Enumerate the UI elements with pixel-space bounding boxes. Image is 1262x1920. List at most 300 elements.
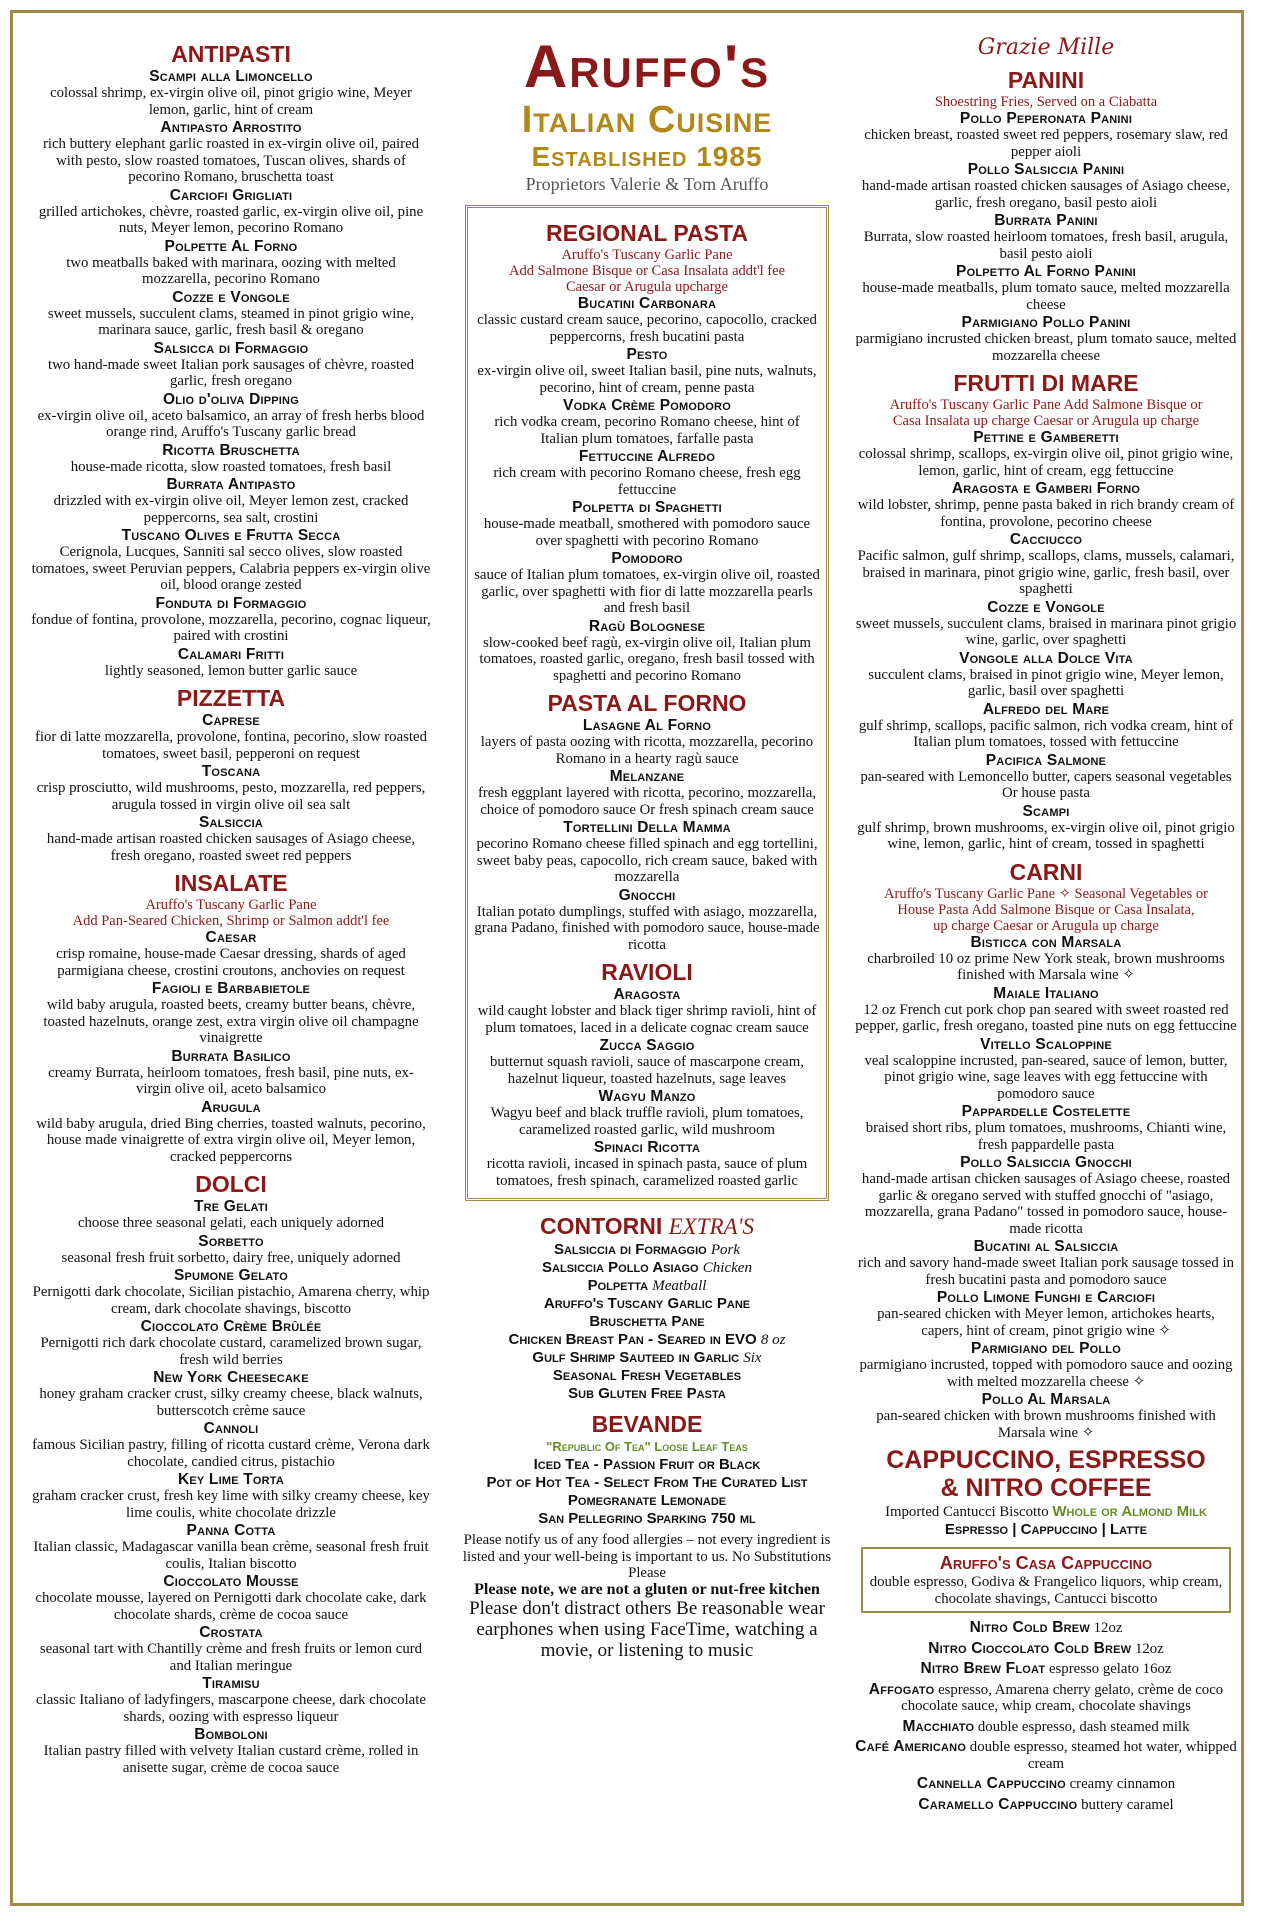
item-description: honey graham cracker crust, silky creamy cheese, black walnuts, butterscotch crème sauce: [39, 1386, 423, 1419]
established-line: Established 1985: [531, 141, 763, 172]
cuisine-subtitle: Italian Cuisine: [521, 99, 773, 141]
menu-item: [31, 391, 431, 441]
item-name: Panna Cotta: [186, 1522, 276, 1539]
item-name: Pesto: [626, 346, 668, 363]
menu-item: [474, 768, 820, 818]
item-description: braised short ribs, plum tomatoes, mushrooms, Chianti wine, fresh pappardelle pasta: [865, 1120, 1227, 1153]
item-description: two hand-made sweet Italian pork sausages of chèvre, roasted garlic, fresh oregano: [47, 356, 415, 389]
menu-item: [855, 1289, 1237, 1339]
menu-item: [31, 1726, 431, 1776]
casa-desc: double espresso, Godiva & Frangelico liquors, whip cream, chocolate shavings, Cantucci biscotto: [869, 1574, 1223, 1607]
menu-item: [855, 1103, 1237, 1153]
item-name: New York Cheesecake: [153, 1369, 309, 1386]
item-description: Pacific salmon, gulf shrimp, scallops, clams, mussels, calamari, braised in marinara, pinot grigio wine, garlic, fresh basil, over spaghetti: [857, 548, 1235, 597]
coffee-list: [855, 1619, 1237, 1813]
item-description: drizzled with ex-virgin olive oil, Meyer lemon zest, cracked peppercorns, sea salt, crostini: [53, 493, 409, 526]
menu-item: [31, 119, 431, 186]
item-description: rich and savory hand-made sweet Italian pork sausage tossed in fresh bucatini pasta and pomodoro sauce: [858, 1255, 1234, 1288]
coffee-name: Café Americano: [855, 1738, 967, 1755]
item-description: house-made meatballs, plum tomato sauce, melted mozzarella cheese: [862, 280, 1230, 313]
item-description: house-made meatball, smothered with pomodoro sauce over spaghetti with pecorino Romano: [483, 516, 811, 549]
item-name: Crostata: [199, 1624, 263, 1641]
menu-item: [855, 161, 1237, 211]
item-name: Parmigiano Pollo Panini: [961, 314, 1131, 331]
item-description: graham cracker crust, fresh key lime with silky creamy cheese, key lime coulis, white chocolate drizzle: [32, 1488, 430, 1521]
coffee-detail: double espresso, dash steamed milk: [977, 1718, 1190, 1735]
item-description: rich buttery elephant garlic roasted in ex-virgin olive oil, paired with pesto, slow roasted tomatoes, Tuscan olives, shards of pecorino Romano, bruschetta toast: [42, 136, 420, 185]
menu-item: [31, 929, 431, 979]
item-name: Pollo Peperonata Panini: [959, 110, 1133, 127]
item-name: Pacifica Salmone: [985, 751, 1107, 769]
item-description: slow-cooked beef ragù, ex-virgin olive oil, Italian plum tomatoes, roasted garlic, oregano, fresh basil tossed with spaghetti and pecorino Romano: [479, 634, 815, 684]
item-name: Burrata Basilico: [171, 1047, 291, 1065]
section-note: Aruffo's Tuscany Garlic Pane Add Salmone Bisque or: [889, 397, 1203, 413]
item-name: Vongole alla Dolce Vita: [959, 649, 1133, 667]
item-description: charbroiled 10 oz prime New York steak, brown mushrooms finished with Marsala wine ✧: [867, 950, 1225, 983]
item-name: Cannoli: [203, 1420, 259, 1437]
item-description: crisp prosciutto, wild mushrooms, pesto, mozzarella, red peppers, arugula tossed in virgin olive oil sea salt: [36, 780, 426, 813]
item-description: colossal shrimp, scallops, ex-virgin olive oil, pinot grigio wine, lemon, garlic, hint of cream, egg fettuccine: [858, 446, 1234, 479]
menu-item: [855, 531, 1237, 598]
bevande-item: Pot of Hot Tea - Select From The Curated List: [486, 1474, 808, 1491]
coffee-detail: double espresso, steamed hot water, whipped cream: [969, 1739, 1237, 1772]
item-description: choose three seasonal gelati, each uniquely adorned: [77, 1215, 385, 1231]
item-description: wild baby arugula, dried Bing cherries, toasted walnuts, pecorino, house made vinaigrette of extra virgin olive oil, Meyer lemon, cracked peppercorns: [36, 1115, 426, 1165]
contorni-item: [453, 1277, 841, 1295]
contorni-item: [453, 1385, 841, 1403]
item-description: seasonal fresh fruit sorbetto, dairy free, uniquely adorned: [61, 1249, 401, 1266]
item-description: rich cream with pecorino Romano cheese, fresh egg fettuccine: [493, 465, 801, 498]
proprietors-line: Proprietors Valerie & Tom Aruffo: [525, 174, 769, 194]
coffee-detail: espresso gelato 16oz: [1048, 1661, 1172, 1677]
item-description: Cerignola, Lucques, Sanniti sal secco olives, slow roasted tomatoes, sweet Peruvian peppers, Calabria peppers ex-virgin olive oil, blood orange zested: [31, 544, 431, 593]
item-description: chicken breast, roasted sweet red peppers, rosemary slaw, red pepper aioli: [864, 127, 1228, 160]
item-name: Cioccolato Crème Brûlée: [140, 1318, 322, 1335]
item-description: Italian pastry filled with velvety Italian custard crème, rolled in anisette sugar, crème de cocoa sauce: [43, 1743, 419, 1776]
item-description: Pernigotti dark chocolate, Sicilian pistachio, Amarena cherry, whip cream, dark chocolate shavings, biscotto: [32, 1284, 430, 1317]
bevande-heading: BEVANDE: [591, 1411, 703, 1437]
contorni-detail: 8 oz: [760, 1332, 786, 1348]
coffee-name: Affogato: [868, 1680, 935, 1698]
menu-item: [31, 712, 431, 762]
item-description: creamy Burrata, heirloom tomatoes, fresh basil, pine nuts, ex-virgin olive oil, aceto balsamico: [48, 1064, 414, 1097]
item-description: wild lobster, shrimp, penne pasta baked in rich brandy cream of fontina, provolone, pecorino cheese: [857, 497, 1235, 530]
menu-item: [855, 701, 1237, 751]
menu-item: [31, 68, 431, 118]
allergy-note: Please notify us of any food allergies – not every ingredient is listed and your well-being is important to us. No Substitutions Please: [462, 1532, 832, 1581]
menu-item: [474, 1088, 820, 1138]
item-name: Cioccolato Mousse: [163, 1573, 299, 1590]
contorni-item: [453, 1241, 841, 1259]
pasta-box: [465, 205, 829, 1201]
item-description: veal scaloppine incrusted, pan-seared, sauce of lemon, butter, pinot grigio wine, sage leaves with egg fettuccine with pomodoro sauce: [864, 1052, 1228, 1102]
item-name: Olio d'oliva Dipping: [163, 390, 299, 408]
menu-item: [855, 803, 1237, 853]
item-name: Fagioli e Barbabietole: [151, 980, 311, 997]
left-column: [31, 35, 431, 1777]
item-name: Parmigiano del Pollo: [970, 1340, 1121, 1357]
coffee-name: Caramello Cappuccino: [918, 1795, 1078, 1813]
biscotto-line: Imported Cantucci Biscotto Whole or Almond Milk: [885, 1503, 1207, 1520]
item-description: wild caught lobster and black tiger shrimp ravioli, hint of plum tomatoes, laced in a delicate cognac cream sauce: [477, 1003, 817, 1036]
item-name: Pomodoro: [611, 550, 683, 567]
section-heading: PIZZETTA: [176, 685, 286, 711]
item-description: Italian classic, Madagascar vanilla bean crème, seasonal fresh fruit coulis, Italian biscotto: [33, 1539, 429, 1572]
menu-item: [31, 1048, 431, 1098]
item-name: Gnocchi: [618, 886, 676, 904]
section-note: Casa Insalata up charge Caesar or Arugula up charge: [892, 413, 1200, 429]
menu-item: [31, 1099, 431, 1166]
menu-item: [855, 1340, 1237, 1390]
item-name: Pollo Limone Funghi e Carciofi: [936, 1289, 1156, 1306]
menu-item: [855, 429, 1237, 479]
item-name: Pollo Salsiccia Gnocchi: [960, 1154, 1132, 1171]
item-description: sweet mussels, succulent clams, steamed in pinot grigio wine, marinara sauce, garlic, fresh basil & oregano: [47, 305, 415, 338]
item-name: Pollo Salsiccia Panini: [967, 161, 1125, 178]
gluten-note: Please note, we are not a gluten or nut-free kitchen: [474, 1580, 820, 1598]
item-name: Tortellini Della Mamma: [563, 819, 731, 836]
menu-item: [31, 1471, 431, 1521]
item-name: Tiramisu: [202, 1675, 260, 1692]
menu-item: [474, 397, 820, 447]
restaurant-title: Aruffo's: [523, 33, 771, 100]
menu-item: [855, 934, 1237, 984]
milk-options: Whole or Almond Milk: [1052, 1503, 1207, 1520]
item-name: Pettine e Gamberetti: [973, 429, 1119, 446]
item-name: Vodka Crème Pomodoro: [563, 397, 731, 414]
menu-item: [31, 1318, 431, 1368]
item-name: Spumone Gelato: [173, 1267, 289, 1284]
item-description: sweet mussels, succulent clams, braised in marinara pinot grigio wine, garlic, over spaghetti: [855, 615, 1237, 648]
contorni-name: Gulf Shrimp Sauteed in Garlic: [532, 1349, 740, 1366]
item-description: house-made ricotta, slow roasted tomatoes, fresh basil: [70, 458, 392, 475]
item-description: pan-seared chicken with Meyer lemon, artichokes hearts, capers, hint of cream, pinot grigio wine ✧: [877, 1306, 1215, 1339]
menu-item: [31, 238, 431, 288]
item-name: Polpetta di Spaghetti: [572, 499, 722, 516]
coffee-name: Nitro Cold Brew: [969, 1619, 1090, 1636]
item-name: Antipasto Arrostito: [160, 119, 302, 136]
item-description: ex-virgin olive oil, sweet Italian basil, pine nuts, walnuts, pecorino, hint of cream, penne pasta: [477, 363, 817, 396]
contorni-item: [453, 1349, 841, 1367]
middle-column: [453, 35, 841, 1661]
item-description: parmigiano incrusted, topped with pomodoro sauce and oozing with melted mozzarella cheese ✧: [859, 1357, 1233, 1390]
coffee-types: Espresso | Cappuccino | Latte: [944, 1521, 1148, 1538]
section-heading: REGIONAL PASTA: [546, 220, 748, 246]
menu-item: [855, 1154, 1237, 1237]
coffee-name: Cannella Cappuccino: [916, 1775, 1066, 1792]
item-name: Cacciucco: [1009, 531, 1083, 548]
coffee-item: [855, 1738, 1237, 1772]
contorni-name: Sub Gluten Free Pasta: [568, 1385, 726, 1402]
menu-item: [474, 499, 820, 549]
item-name: Cozze e Vongole: [987, 598, 1105, 616]
contorni-item: [453, 1313, 841, 1331]
menu-item: [474, 295, 820, 345]
item-name: Arugula: [201, 1098, 261, 1116]
section-heading: PANINI: [1007, 67, 1085, 93]
item-name: Scampi: [1022, 802, 1070, 820]
contorni-name: Salsiccia di Formaggio: [553, 1241, 707, 1258]
menu-item: [855, 314, 1237, 364]
menu-item: [855, 110, 1237, 160]
coffee-detail: 12oz: [1134, 1640, 1164, 1657]
contorni-detail: Meatball: [652, 1278, 707, 1294]
item-name: Pollo Al Marsala: [981, 1391, 1111, 1408]
section-heading: PASTA AL FORNO: [547, 690, 747, 716]
coffee-name: Nitro Brew Float: [920, 1660, 1046, 1677]
facetime-note: Please don't distract others Be reasonable wear earphones when using FaceTime, watching a movie, or listening to music: [469, 1598, 825, 1661]
item-description: fior di latte mozzarella, provolone, fontina, pecorino, slow roasted tomatoes, sweet basil, pepperoni on request: [35, 729, 427, 762]
item-name: Alfredo del Mare: [982, 700, 1110, 718]
item-description: Italian potato dumplings, stuffed with asiago, mozzarella, grana Padano, finished with pomodoro sauce, house-made ricotta: [474, 903, 820, 953]
coffee-heading-1: CAPPUCCINO, ESPRESSO: [886, 1446, 1206, 1474]
section-heading: DOLCI: [195, 1171, 267, 1197]
item-description: classic Italiano of ladyfingers, mascarpone cheese, dark chocolate shards, oozing with espresso liqueur: [36, 1692, 426, 1725]
menu-item: [474, 346, 820, 396]
coffee-item: [855, 1619, 1237, 1637]
item-name: Tre Gelati: [193, 1198, 269, 1215]
tea-note: "Republic Of Tea" Loose Leaf Teas: [546, 1439, 748, 1454]
item-name: Fettuccine Alfredo: [578, 448, 716, 465]
item-name: Burrata Antipasto: [166, 476, 296, 493]
item-name: Scampi alla Limoncello: [149, 68, 313, 85]
item-name: Aragosta e Gamberi Forno: [951, 480, 1141, 497]
menu-item: [855, 480, 1237, 530]
contorni-name: Seasonal Fresh Vegetables: [552, 1367, 742, 1384]
menu-item: [31, 595, 431, 645]
item-name: Caprese: [202, 712, 260, 729]
menu-item: [855, 985, 1237, 1035]
menu-item: [855, 650, 1237, 700]
item-description: butternut squash ravioli, sauce of mascarpone cream, hazelnut liqueur, toasted hazelnuts, sage leaves: [490, 1054, 804, 1087]
menu-item: [855, 1238, 1237, 1288]
contorni-name: Chicken Breast Pan - Seared in EVO: [508, 1331, 757, 1348]
coffee-item: [855, 1660, 1237, 1678]
item-name: Maiale Italiano: [993, 984, 1099, 1002]
item-description: layers of pasta oozing with ricotta, mozzarella, pecorino Romano in a hearty ragù sauce: [480, 734, 814, 767]
menu-item: [31, 980, 431, 1047]
bevande-item: Iced Tea - Passion Fruit or Black: [533, 1456, 761, 1473]
bevande-item: San Pellegrino Sparking 750 ml: [538, 1510, 756, 1527]
contorni-detail: Chicken: [702, 1260, 752, 1276]
item-description: hand-made artisan chicken sausages of Asiago cheese, roasted garlic & oregano served with stuffed gnocchi of "asiago, mozzarella, grana Padano" tossed in pomodoro sauce, house-made ricotta: [861, 1171, 1231, 1237]
coffee-detail: espresso, Amarena cherry gelato, crème de coco chocolate sauce, whip cream, chocolate shavings: [901, 1681, 1224, 1714]
menu-item: [474, 986, 820, 1036]
item-description: fondue of fontina, provolone, mozzarella, pecorino, cognac liqueur, paired with crostini: [31, 611, 431, 644]
item-description: ricotta ravioli, incased in spinach pasta, sauce of plum tomatoes, fresh spinach, caramelized roasted garlic: [486, 1156, 808, 1189]
item-name: Bucatini Carbonara: [577, 295, 717, 312]
item-description: gulf shrimp, brown mushrooms, ex-virgin olive oil, pinot grigio wine, lemon, garlic, hint of cream, tossed in spaghetti: [857, 819, 1235, 852]
menu-item: [474, 448, 820, 498]
menu-item: [31, 646, 431, 680]
menu-item: [31, 1573, 431, 1623]
item-name: Key Lime Torta: [177, 1471, 285, 1488]
item-description: 12 oz French cut pork chop pan seared with sweet roasted red pepper, garlic, fresh oregano, toasted pine nuts on egg fettuccine: [855, 1001, 1237, 1034]
item-name: Ricotta Bruschetta: [162, 441, 300, 459]
bevande-item: Pomegranate Lemonade: [567, 1492, 727, 1509]
item-description: wild baby arugula, roasted beets, creamy butter beans, chèvre, toasted hazelnuts, orange zest, extra virgin olive oil champagne vinaigrette: [43, 997, 419, 1046]
menu-item: [31, 527, 431, 594]
menu-item: [855, 752, 1237, 802]
coffee-heading-2: & NITRO COFFEE: [940, 1474, 1152, 1502]
menu-item: [855, 1391, 1237, 1441]
contorni-name: Salsiccia Pollo Asiago: [542, 1259, 699, 1276]
casa-title: Aruffo's Casa Cappuccino: [939, 1553, 1153, 1573]
item-name: Pappardelle Costelette: [961, 1103, 1131, 1120]
menu-item: [31, 1420, 431, 1470]
item-description: gulf shrimp, scallops, pacific salmon, rich vodka cream, hint of Italian plum tomatoes, tossed with fettuccine: [858, 717, 1234, 750]
item-name: Caesar: [205, 929, 257, 946]
menu-item: [474, 618, 820, 685]
section-note: Caesar or Arugula upcharge: [566, 279, 728, 295]
item-name: Salsicca di Formaggio: [153, 339, 309, 357]
menu-item: [31, 187, 431, 237]
item-description: sauce of Italian plum tomatoes, ex-virgin olive oil, roasted garlic, over spaghetti with fior di latte mozzarella pearls and fresh basil: [474, 567, 820, 616]
coffee-item: [855, 1718, 1237, 1736]
coffee-detail: buttery caramel: [1081, 1796, 1174, 1813]
item-name: Sorbetto: [198, 1232, 264, 1250]
contorni-name: Bruschetta Pane: [589, 1313, 705, 1330]
contorni-item: [453, 1295, 841, 1313]
coffee-item: [855, 1640, 1237, 1658]
item-name: Salsiccia: [198, 814, 264, 831]
item-description: hand-made artisan roasted chicken sausages of Asiago cheese, fresh oregano, roasted sweet red peppers: [46, 831, 416, 864]
menu-item: [31, 1233, 431, 1267]
item-description: seasonal tart with Chantilly crème and fresh fruits or lemon curd and Italian meringue: [39, 1641, 423, 1674]
menu-item: [474, 550, 820, 617]
contorni-name: Aruffo's Tuscany Garlic Pane: [543, 1295, 751, 1312]
contorni-heading: CONTORNI EXTRA'S: [539, 1213, 755, 1239]
menu-item: [31, 1624, 431, 1674]
menu-item: [31, 289, 431, 339]
item-name: Aragosta: [613, 986, 681, 1003]
item-description: succulent clams, braised in pinot grigio wine, Meyer lemon, garlic, basil over spaghetti: [868, 666, 1224, 699]
item-description: hand-made artisan roasted chicken sausages of Asiago cheese, garlic, fresh oregano, basil pesto aioli: [861, 178, 1231, 211]
item-name: Vitello Scaloppine: [980, 1035, 1112, 1053]
item-name: Cozze e Vongole: [172, 288, 290, 306]
coffee-item: [855, 1681, 1237, 1715]
bevande-list: [453, 1456, 841, 1528]
item-description: Pernigotti rich dark chocolate custard, caramelized brown sugar, fresh wild berries: [40, 1335, 422, 1368]
contorni-detail: Six: [743, 1350, 762, 1366]
section-note: House Pasta Add Salmone Bisque or Casa Insalata,: [897, 901, 1195, 918]
section-heading: FRUTTI DI MARE: [953, 370, 1139, 396]
item-description: two meatballs baked with marinara, oozing with melted mozzarella, pecorino Romano: [66, 254, 396, 287]
item-name: Zucca Saggio: [599, 1037, 695, 1054]
contorni-detail: Pork: [710, 1242, 741, 1258]
section-heading: INSALATE: [174, 870, 288, 896]
contorni-item: [453, 1367, 841, 1385]
item-name: Polpette Al Forno: [164, 237, 298, 255]
item-description: grilled artichokes, chèvre, roasted garlic, ex-virgin olive oil, pine nuts, Meyer lemon, pecorino Romano: [38, 203, 424, 236]
item-name: Lasagne Al Forno: [582, 717, 712, 734]
menu-page: [10, 10, 1244, 1906]
section-note: Shoestring Fries, Served on a Ciabatta: [934, 94, 1158, 110]
item-description: crisp romaine, house-made Caesar dressing, shards of aged parmigiana cheese, crostini croutons, anchovies on request: [56, 946, 406, 979]
menu-item: [31, 814, 431, 864]
section-note: Aruffo's Tuscany Garlic Pane: [561, 247, 733, 263]
coffee-detail: 12oz: [1093, 1620, 1123, 1636]
menu-item: [855, 263, 1237, 313]
menu-item: [855, 599, 1237, 649]
item-name: Toscana: [201, 763, 261, 780]
item-name: Tuscano Olives e Frutta Secca: [121, 527, 341, 544]
section-note: Add Salmone Bisque or Casa Insalata addt'l fee: [508, 263, 786, 279]
item-description: fresh eggplant layered with ricotta, pecorino, mozzarella, choice of pomodoro sauce Or fresh spinach cream sauce: [477, 785, 817, 818]
item-description: chocolate mousse, layered on Pernigotti dark chocolate cake, dark chocolate shards, crème de cocoa sauce: [35, 1590, 427, 1623]
coffee-item: [855, 1775, 1237, 1793]
item-name: Bisticca con Marsala: [970, 933, 1122, 951]
item-description: parmigiano incrusted chicken breast, plum tomato sauce, melted mozzarella cheese: [855, 331, 1237, 364]
item-description: pan-seared chicken with brown mushrooms finished with Marsala wine ✧: [876, 1408, 1216, 1441]
item-description: famous Sicilian pastry, filling of ricotta custard crème, Verona dark chocolate, candied citrus, pistachio: [32, 1437, 430, 1470]
menu-item: [31, 1198, 431, 1232]
coffee-name: Macchiato: [902, 1717, 975, 1735]
item-description: Burrata, slow roasted heirloom tomatoes, fresh basil, arugula, basil pesto aioli: [863, 229, 1229, 262]
item-name: Bucatini al Salsiccia: [973, 1238, 1119, 1255]
item-description: classic custard cream sauce, pecorino, capocollo, cracked peppercorns, fresh bucatini pasta: [477, 312, 817, 345]
menu-item: [474, 1139, 820, 1189]
item-description: colossal shrimp, ex-virgin olive oil, pinot grigio wine, Meyer lemon, garlic, hint of cream: [50, 85, 412, 118]
contorni-item: [453, 1331, 841, 1349]
item-description: rich vodka cream, pecorino Romano cheese, hint of Italian plum tomatoes, farfalle pasta: [494, 414, 800, 447]
section-note: Add Pan-Seared Chicken, Shrimp or Salmon addt'l fee: [72, 913, 390, 929]
menu-item: [31, 340, 431, 390]
contorni-list: [453, 1241, 841, 1403]
contorni-item: [453, 1259, 841, 1277]
item-name: Burrata Panini: [994, 212, 1098, 229]
item-name: Spinaci Ricotta: [593, 1139, 701, 1156]
menu-item: [31, 1369, 431, 1419]
item-name: Calamari Fritti: [177, 645, 285, 663]
menu-item: [31, 763, 431, 813]
menu-item: [31, 442, 431, 476]
section-heading: CARNI: [1009, 858, 1083, 885]
item-name: Fonduta di Formaggio: [155, 594, 307, 612]
coffee-name: Nitro Cioccolato Cold Brew: [928, 1639, 1132, 1657]
right-sections: [855, 67, 1237, 1441]
item-name: Polpetto Al Forno Panini: [956, 263, 1136, 280]
item-name: Carciofi Grigliati: [169, 186, 293, 204]
item-description: Wagyu beef and black truffle ravioli, plum tomatoes, caramelized roasted garlic, wild mushroom: [490, 1105, 804, 1138]
item-name: Wagyu Manzo: [598, 1088, 696, 1105]
item-name: Melanzane: [609, 768, 685, 785]
section-heading: RAVIOLI: [601, 959, 693, 985]
grazie-mille: Grazie Mille: [977, 35, 1115, 60]
casa-cappuccino-box: [861, 1547, 1231, 1613]
menu-item: [855, 1036, 1237, 1103]
menu-item: [31, 1522, 431, 1572]
section-note: Aruffo's Tuscany Garlic Pane ✧ Seasonal Vegetables or: [884, 885, 1208, 902]
menu-item: [855, 212, 1237, 262]
menu-item: [474, 819, 820, 886]
contorni-name: Polpetta: [587, 1277, 649, 1294]
coffee-item: [855, 1796, 1237, 1814]
item-description: ex-virgin olive oil, aceto balsamico, an array of fresh herbs blood orange rind, Aruffo's Tuscany garlic bread: [37, 407, 425, 440]
item-description: pan-seared with Lemoncello butter, capers seasonal vegetables Or house pasta: [860, 768, 1232, 801]
menu-item: [474, 887, 820, 954]
section-note: Aruffo's Tuscany Garlic Pane: [145, 897, 317, 913]
coffee-detail: creamy cinnamon: [1069, 1776, 1176, 1792]
menu-item: [31, 1675, 431, 1725]
section-note: up charge Caesar or Arugula up charge: [933, 917, 1159, 934]
menu-item: [31, 1267, 431, 1317]
section-heading: ANTIPASTI: [171, 41, 291, 67]
item-name: Bomboloni: [194, 1726, 268, 1743]
item-description: pecorino Romano cheese filled spinach and egg tortellini, sweet baby peas, capocollo, rich cream sauce, baked with mozzarella: [476, 836, 818, 885]
menu-item: [31, 476, 431, 526]
item-name: Ragù Bolognese: [588, 617, 706, 635]
